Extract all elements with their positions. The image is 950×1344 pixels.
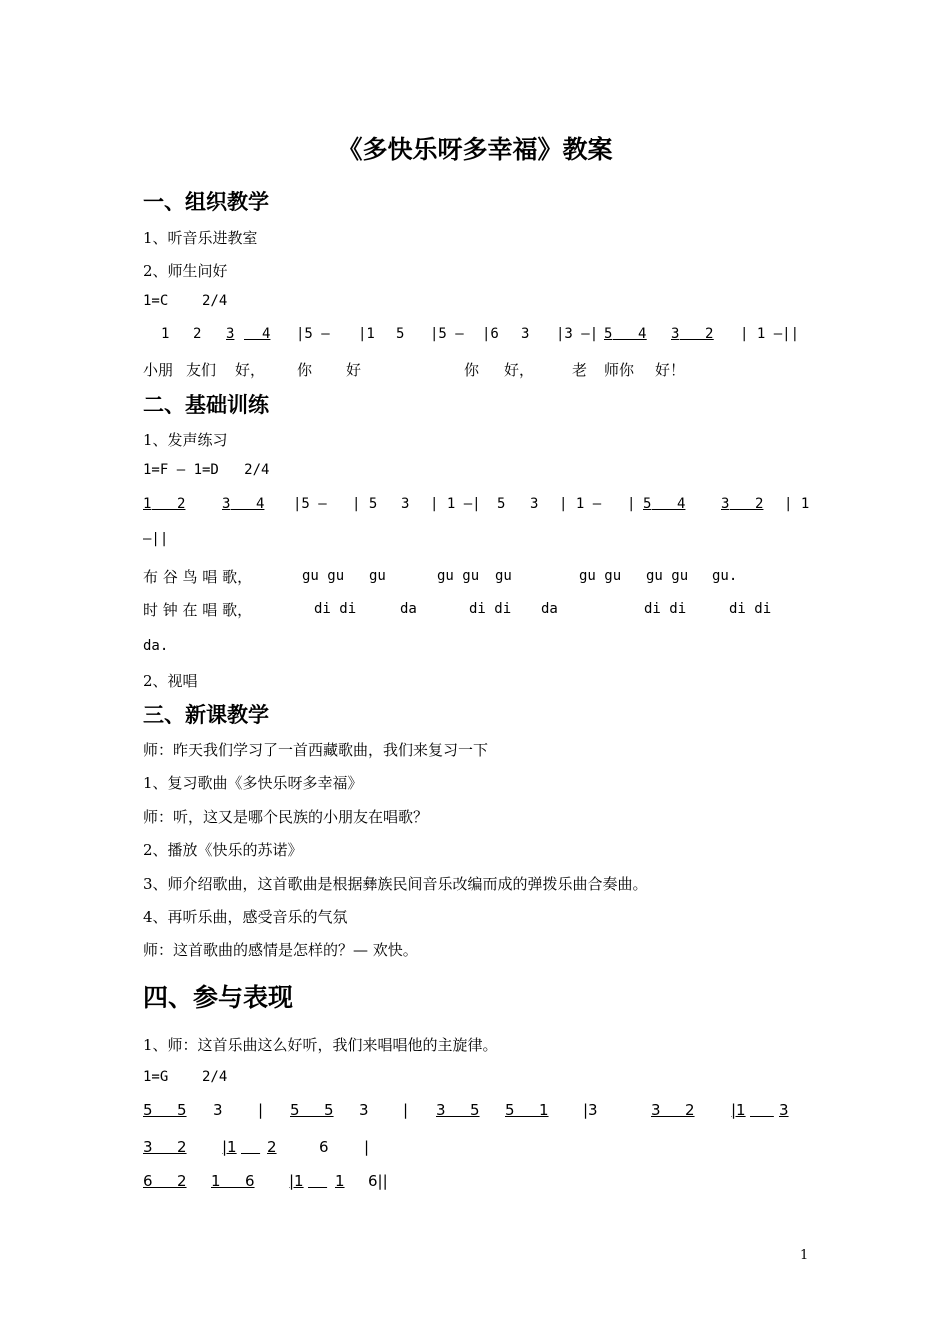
- score-note: 5: [604, 326, 613, 342]
- score-underline: [152, 496, 177, 512]
- s1-item-2: 2、师生问好: [143, 262, 228, 280]
- s3-line: 师：听，这又是哪个民族的小朋友在唱歌？: [143, 808, 429, 826]
- score-measure: | 1 —||: [740, 326, 800, 342]
- s4-item-1: 1、师：这首乐曲这么好听，我们来唱唱他的主旋律。: [143, 1036, 498, 1054]
- score-measure: |1: [358, 326, 375, 342]
- section-3-heading: 三、新课教学: [143, 703, 269, 727]
- s2-score-wrap: —||: [143, 531, 169, 547]
- lyric-word: 老: [572, 361, 588, 379]
- score-note: 3: [521, 326, 530, 342]
- lyric-word: di di: [729, 601, 772, 617]
- s2-item-1: 1、发声练习: [143, 431, 228, 449]
- score-underline: [730, 496, 755, 512]
- score-underline: [750, 1101, 774, 1119]
- lyric-word: da: [541, 601, 558, 617]
- lyric-word: 时 钟 在 唱 歌，: [143, 601, 253, 619]
- lyric-word: 好，: [235, 361, 266, 379]
- score-note: 4: [256, 496, 265, 512]
- score-note: 3: [359, 1101, 369, 1119]
- lyric-word: 你: [297, 361, 313, 379]
- score-underline: [231, 496, 256, 512]
- score-note: 4: [262, 326, 271, 342]
- score-note: 6||: [368, 1172, 388, 1190]
- lyric-word: gu.: [712, 568, 738, 584]
- lyric-word: gu: [369, 568, 386, 584]
- lyric-word: da: [400, 601, 417, 617]
- lyric-word: di di: [469, 601, 512, 617]
- s4-key-signature: 1=G 2/4: [143, 1069, 228, 1085]
- lyric-word: 好！: [655, 361, 686, 379]
- score-measure: |1: [289, 1172, 304, 1190]
- score-note: 3: [779, 1101, 789, 1119]
- s3-line: 2、播放《快乐的苏诺》: [143, 841, 303, 859]
- score-measure: |1: [222, 1138, 237, 1156]
- lyric-word: 布 谷 鸟 唱 歌，: [143, 568, 253, 586]
- document-title: 《多快乐呀多幸福》教案: [337, 135, 613, 164]
- score-note: 5: [497, 496, 506, 512]
- s3-line: 1、复习歌曲《多快乐呀多幸福》: [143, 774, 363, 792]
- score-measure: |5 —: [430, 326, 464, 342]
- lyric-word: 小朋: [143, 361, 174, 379]
- score-note: 6: [245, 1172, 255, 1190]
- s1-item-1: 1、听音乐进教室: [143, 229, 258, 247]
- score-note: 6: [319, 1138, 329, 1156]
- section-4-heading: 四、参与表现: [143, 983, 294, 1012]
- score-note: 6: [143, 1172, 153, 1190]
- score-measure: |3 —|: [556, 326, 599, 342]
- score-note: 3: [651, 1101, 661, 1119]
- score-measure: | 1 —: [559, 496, 602, 512]
- score-measure: | 1: [784, 496, 810, 512]
- score-note: 5: [143, 1101, 153, 1119]
- score-note: 3: [401, 496, 410, 512]
- score-bar: |: [403, 1101, 409, 1119]
- lyric-word: 好: [346, 361, 362, 379]
- page-number: 1: [800, 1248, 809, 1263]
- score-note: 2: [685, 1101, 695, 1119]
- lyric-word: gu: [495, 568, 512, 584]
- score-note: 2: [705, 326, 714, 342]
- s2-key-signature: 1=F — 1=D 2/4: [143, 462, 270, 478]
- score-note: 3: [143, 1138, 153, 1156]
- score-note: 1: [143, 496, 152, 512]
- lyric-word: gu gu: [646, 568, 689, 584]
- score-measure: | 5: [352, 496, 378, 512]
- lyric-word: gu gu: [579, 568, 622, 584]
- score-underline: [652, 496, 677, 512]
- score-note: 3: [222, 496, 231, 512]
- lyric-word: di di: [314, 601, 357, 617]
- s3-line: 4、再听乐曲，感受音乐的气氛: [143, 908, 348, 926]
- score-note: 1: [539, 1101, 549, 1119]
- score-note: 2: [177, 496, 186, 512]
- score-measure: |5 —: [293, 496, 327, 512]
- score-measure: |1: [731, 1101, 746, 1119]
- score-note: 3: [721, 496, 730, 512]
- score-measure: |3: [583, 1101, 598, 1119]
- score-note: 4: [677, 496, 686, 512]
- score-note: 2: [267, 1138, 277, 1156]
- s2-lyric-wrap: da.: [143, 638, 169, 654]
- lyric-word: 好，: [504, 361, 535, 379]
- score-note: 3: [226, 326, 235, 342]
- score-note: 4: [638, 326, 647, 342]
- s3-line: 3、师介绍歌曲，这首歌曲是根据彝族民间音乐改编而成的弹拨乐曲合奏曲。: [143, 875, 648, 893]
- score-note: 5: [324, 1101, 334, 1119]
- score-note: 3: [671, 326, 680, 342]
- score-note: 5: [177, 1101, 187, 1119]
- score-note: 1: [211, 1172, 221, 1190]
- score-note: 5: [290, 1101, 300, 1119]
- score-bar: |: [364, 1138, 370, 1156]
- score-bar: |: [627, 496, 636, 512]
- lyric-word: 友们: [186, 361, 217, 379]
- score-note: 2: [177, 1138, 187, 1156]
- score-measure: |5 —: [296, 326, 330, 342]
- lyric-word: di di: [644, 601, 687, 617]
- section-2-heading: 二、基础训练: [143, 393, 269, 417]
- s2-item-2: 2、视唱: [143, 672, 198, 690]
- score-measure: |6: [482, 326, 499, 342]
- score-bar: |: [258, 1101, 264, 1119]
- score-note: 5: [470, 1101, 480, 1119]
- score-note: 5: [505, 1101, 515, 1119]
- score-note: 5: [643, 496, 652, 512]
- s3-line: 师：昨天我们学习了一首西藏歌曲，我们来复习一下: [143, 741, 489, 759]
- score-measure: | 1 —|: [430, 496, 481, 512]
- score-note: 3: [530, 496, 539, 512]
- lyric-word: 你: [464, 361, 480, 379]
- score-note: 3: [213, 1101, 223, 1119]
- lyric-word: gu gu: [437, 568, 480, 584]
- score-note: 2: [177, 1172, 187, 1190]
- lyric-word: gu gu: [302, 568, 345, 584]
- score-underline: [241, 1138, 260, 1156]
- section-1-heading: 一、组织教学: [143, 190, 269, 214]
- score-note: 3: [436, 1101, 446, 1119]
- score-underline: [308, 1172, 327, 1190]
- s1-key-signature: 1=C 2/4: [143, 293, 228, 309]
- s3-line: 师：这首歌曲的感情是怎样的？— 欢快。: [143, 941, 418, 959]
- score-note: 2: [193, 326, 202, 342]
- score-note: 2: [755, 496, 764, 512]
- score-note: 1: [161, 326, 170, 342]
- lyric-word: 师你: [604, 361, 635, 379]
- score-note: 5: [396, 326, 405, 342]
- score-note: 1: [335, 1172, 345, 1190]
